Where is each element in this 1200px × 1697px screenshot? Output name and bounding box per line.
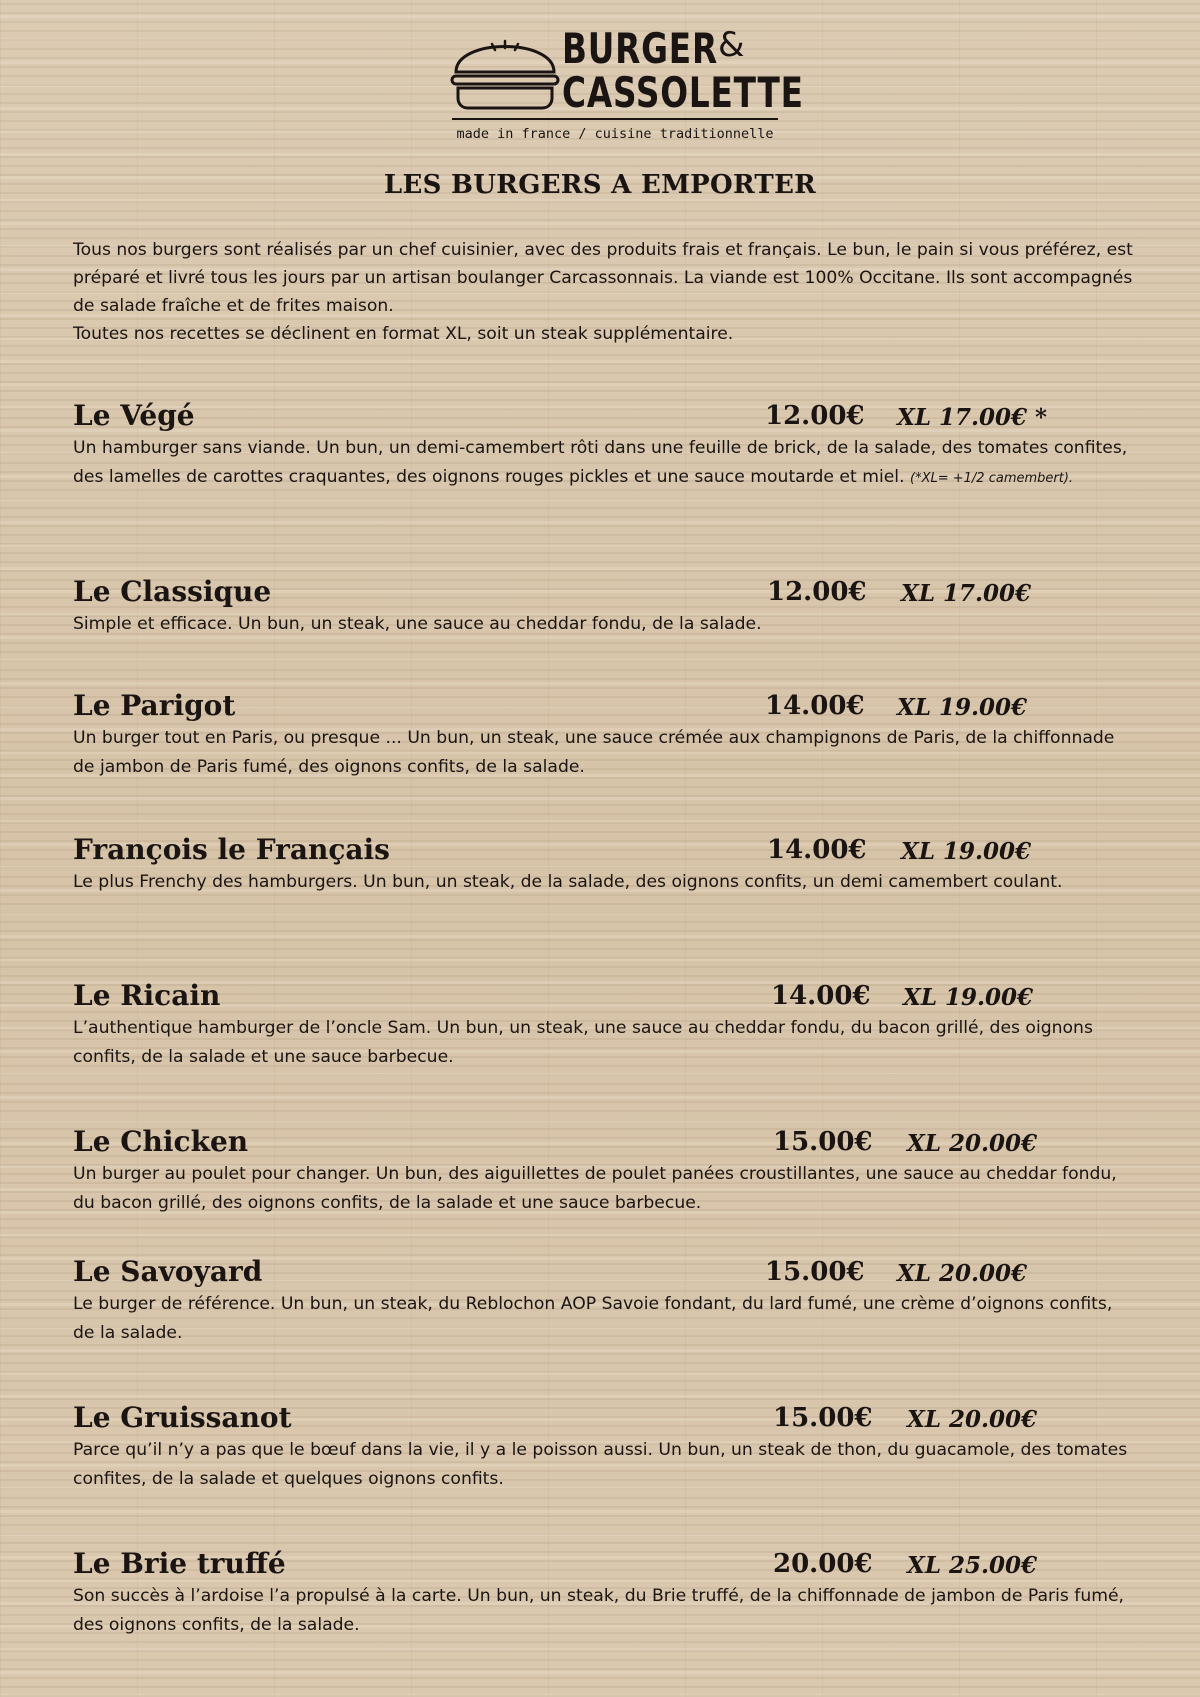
menu-item bbox=[73, 1124, 1138, 1218]
item-name: Le Gruissanot bbox=[73, 1401, 292, 1434]
item-price: 15.00€ bbox=[773, 1127, 873, 1157]
item-price: 15.00€ bbox=[765, 1257, 865, 1287]
menu-item bbox=[73, 832, 1138, 897]
intro-text bbox=[73, 236, 1133, 348]
item-price: 14.00€ bbox=[767, 835, 867, 865]
item-xl-price: XL 19.00€ bbox=[901, 838, 1032, 865]
item-name: Le Brie truffé bbox=[73, 1547, 286, 1580]
item-description: Le burger de référence. Un bun, un steak, du Reblochon AOP Savoie fondant, du lard fumé, une crème d’oignons confits, de la salade. bbox=[73, 1294, 1113, 1343]
item-xl-price: XL 17.00€ bbox=[901, 580, 1032, 607]
menu-item bbox=[73, 1400, 1138, 1494]
burger-icon bbox=[450, 20, 560, 120]
menu-item bbox=[73, 574, 1138, 639]
item-name: Le Ricain bbox=[73, 979, 221, 1012]
item-name: François le Français bbox=[73, 833, 390, 866]
brand-tagline: made in france / cuisine traditionnelle bbox=[456, 126, 774, 142]
item-xl-price: XL 19.00€ bbox=[897, 694, 1028, 721]
item-description bbox=[73, 434, 1138, 493]
item-description-text: Un hamburger sans viande. Un bun, un demi-camembert rôti dans une feuille de brick, de la salade, des tomates confites, des lamelles de carottes craquantes, des oignons rouges pickles et une sauce moutarde et miel. bbox=[73, 438, 1128, 487]
menu-item bbox=[73, 1546, 1138, 1640]
item-xl-price: XL 20.00€ bbox=[907, 1130, 1038, 1157]
item-xl-price: XL 20.00€ bbox=[907, 1406, 1038, 1433]
item-description: Un burger au poulet pour changer. Un bun, des aiguillettes de poulet panées croustillantes, une sauce au cheddar fondu, du bacon grillé, des oignons confits, de la salade et une sauce barbecue. bbox=[73, 1164, 1117, 1213]
item-price: 14.00€ bbox=[765, 691, 865, 721]
item-name: Le Savoyard bbox=[73, 1255, 263, 1288]
item-description: Simple et efficace. Un bun, un steak, une sauce au cheddar fondu, de la salade. bbox=[73, 614, 762, 634]
item-price: 12.00€ bbox=[767, 577, 867, 607]
item-description: Un burger tout en Paris, ou presque ... Un bun, un steak, une sauce crémée aux champignons de Paris, de la chiffonnade de jambon de Paris fumé, des oignons confits, de la salade. bbox=[73, 728, 1115, 777]
page-title: LES BURGERS A EMPORTER bbox=[383, 170, 817, 200]
item-xl-price: XL 19.00€ bbox=[903, 984, 1034, 1011]
item-name: Le Végé bbox=[73, 399, 195, 432]
item-description: L’authentique hamburger de l’oncle Sam. Un bun, un steak, une sauce au cheddar fondu, du bacon grillé, des oignons confits, de la salade et une sauce barbecue. bbox=[73, 1018, 1093, 1067]
brand-logo bbox=[450, 20, 804, 150]
item-name: Le Parigot bbox=[73, 689, 236, 722]
item-description: Le plus Frenchy des hamburgers. Un bun, un steak, de la salade, des oignons confits, un demi camembert coulant. bbox=[73, 872, 1063, 892]
item-name: Le Classique bbox=[73, 575, 272, 608]
intro-paragraph: Toutes nos recettes se déclinent en format XL, soit un steak supplémentaire. bbox=[73, 324, 734, 344]
item-name: Le Chicken bbox=[73, 1125, 249, 1158]
intro-paragraph: Tous nos burgers sont réalisés par un chef cuisinier, avec des produits frais et français. Le bun, le pain si vous préférez, est préparé et livré tous les jours par un artisan boulanger Carcassonnais. La viande est 100% Occitane. Ils sont accompagnés de salade fraîche et de frites maison. bbox=[73, 240, 1133, 316]
item-xl-price: XL 17.00€ * bbox=[897, 404, 1048, 431]
menu-item bbox=[73, 398, 1138, 493]
item-price: 15.00€ bbox=[773, 1403, 873, 1433]
brand-ampersand: & bbox=[718, 25, 746, 65]
item-price: 12.00€ bbox=[765, 401, 865, 431]
logo-divider bbox=[452, 118, 778, 120]
item-note: (*XL= +1/2 camembert). bbox=[910, 471, 1074, 486]
item-price: 14.00€ bbox=[771, 981, 871, 1011]
menu-item bbox=[73, 688, 1138, 782]
item-description: Parce qu’il n’y a pas que le bœuf dans la vie, il y a le poisson aussi. Un bun, un steak de thon, du guacamole, des tomates confites, de la salade et quelques oignons confits. bbox=[73, 1440, 1128, 1489]
menu-item bbox=[73, 978, 1138, 1072]
item-description: Son succès à l’ardoise l’a propulsé à la carte. Un bun, un steak, du Brie truffé, de la chiffonnade de jambon de Paris fumé, des oignons confits, de la salade. bbox=[73, 1586, 1124, 1635]
brand-name-line1: BURGER bbox=[562, 24, 718, 73]
item-xl-price: XL 25.00€ bbox=[907, 1552, 1038, 1579]
item-xl-price: XL 20.00€ bbox=[897, 1260, 1028, 1287]
brand-name-line2: CASSOLETTE bbox=[562, 68, 804, 117]
item-price: 20.00€ bbox=[773, 1549, 873, 1579]
menu-item bbox=[73, 1254, 1138, 1348]
